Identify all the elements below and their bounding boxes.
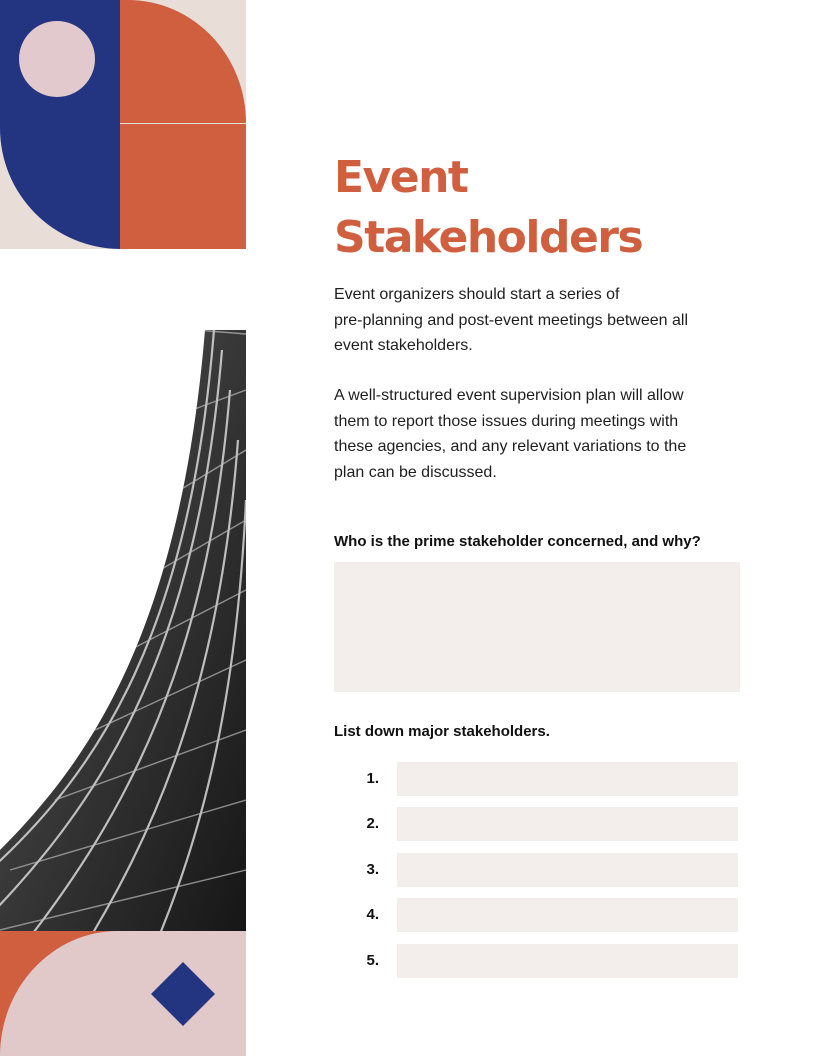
stakeholder-field-4[interactable] (397, 898, 738, 932)
list-item (334, 853, 738, 887)
stakeholder-field-3[interactable] (397, 853, 738, 887)
text-line: pre-planning and post-event meetings between all (334, 311, 689, 329)
prime-stakeholder-question: Who is the prime stakeholder concerned, and why? (334, 533, 701, 550)
text-line: them to report those issues during meetings with (334, 412, 679, 430)
list-item (334, 898, 738, 932)
intro-paragraph (334, 282, 729, 359)
stakeholder-field-5[interactable] (397, 944, 738, 978)
stakeholder-list-question: List down major stakeholders. (334, 723, 550, 740)
stakeholder-field-1[interactable] (397, 762, 738, 796)
text-line: Event organizers should start a series of (334, 286, 620, 303)
building-photo (0, 330, 246, 931)
list-number: 4. (366, 906, 379, 923)
prime-stakeholder-answer-box[interactable] (334, 562, 740, 692)
supervision-paragraph (334, 383, 729, 485)
orange-square (120, 124, 246, 249)
page-title (334, 148, 774, 268)
text-line: these agencies, and any relevant variations to the (334, 438, 687, 455)
building-facade (0, 330, 246, 931)
list-number: 3. (366, 861, 379, 878)
stakeholder-field-2[interactable] (397, 807, 738, 841)
list-item (334, 762, 738, 796)
text-line: A well-structured event supervision plan will allow (334, 387, 684, 404)
text-line: plan can be discussed. (334, 463, 497, 481)
title-line: Event (334, 152, 468, 203)
geometric-art-bottom (0, 931, 246, 1056)
decorative-column (0, 0, 246, 1056)
list-number: 5. (366, 952, 379, 969)
pink-circle (19, 21, 95, 97)
list-number: 1. (366, 770, 379, 787)
list-item (334, 944, 738, 978)
list-number: 2. (366, 815, 379, 832)
title-line: Stakeholders (334, 212, 643, 263)
geometric-art-top (0, 0, 246, 249)
list-item (334, 807, 738, 841)
text-line: event stakeholders. (334, 337, 473, 354)
